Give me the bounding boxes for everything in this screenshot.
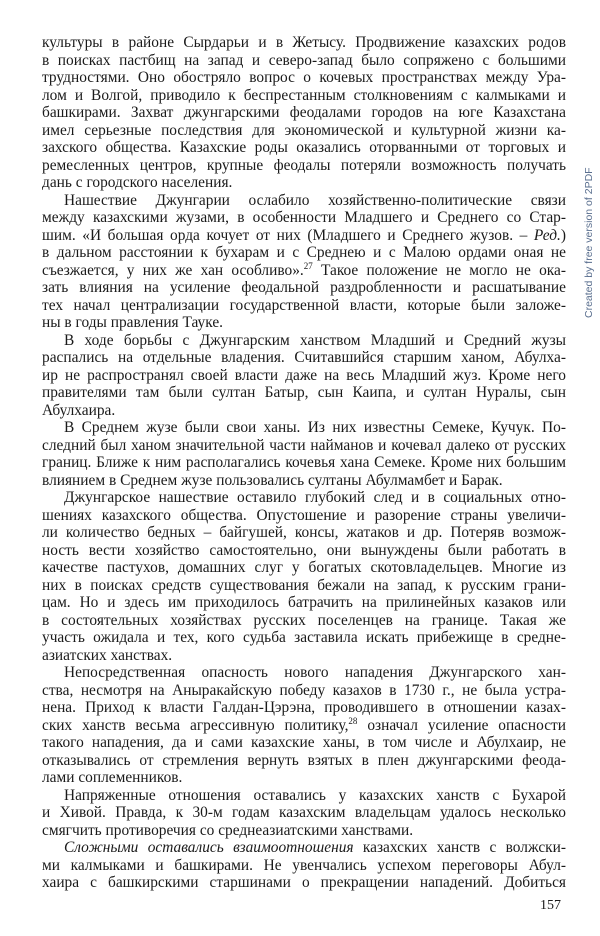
page-number: 157 [540,898,561,913]
paragraph [42,489,566,664]
text-line: в поисках пастбищ на запад и северо-запад было сопряжено с большими [42,51,566,69]
text-line: ир не распространял своей власти даже на весь Младший жуз. Кроме него [42,366,566,384]
text-line: в состоятельных хозяйствах русских поселенцев на границе. Такая же [42,611,566,629]
text-line: ны в годы правления Тауке. [42,314,224,331]
text-line: дань с городского населения. [42,174,233,191]
text-line: границ. Ближе к ним располагались кочевья хана Семеке. Кроме них большим [42,454,566,471]
text-line [42,227,566,245]
page-body [42,34,566,892]
text-line: культуры в районе Сырдарьи и в Жетысу. Продвижение казахских родов [42,34,566,51]
text-segment: ских ханств весьма агрессивную политику, [42,716,349,734]
text-segment: съезжается, у них же хан особливо». [42,261,304,279]
text-line: шениях казахского общества. Опустошение и разорение страны увеличи- [42,506,566,524]
text-line: имел серьезные последствия для экономической и культурной жизни ка- [42,121,566,139]
text-line: и Хивой. Правда, к 30-м годам казахским владельцам удалось несколько [42,804,566,821]
text-line: ства, несмотря на Аныракайскую победу казахов в 1730 г., не была устра- [42,681,566,699]
text-line: правителями там были султан Батыр, сын Каипа, и султан Нуралы, сын [42,384,566,401]
watermark: Created by free version of 2PDF [583,167,595,318]
text-segment: шим. «И большая орда кочует от них (Младшего и Среднего жузов. – [42,226,534,244]
text-line: цам. Но и здесь им приходилось батрачить на прилинейных казаков или [42,594,566,611]
text-line: влиянием в Среднем жузе пользовались султаны Абулмамбет и Барак. [42,471,503,489]
text-line: хаира с башкирскими старшинами о прекращении нападений. Добиться [42,874,566,891]
text-segment: означал усиление опасности [357,716,566,734]
text-line: Джунгарское нашествие оставило глубокий след и в социальных отно- [64,489,566,506]
paragraph [42,419,566,489]
text-line: ремесленных центров, крупные феодалы потеряли возможность получать [42,156,566,174]
text-line: лами соплеменников. [42,769,183,786]
text-line: В ходе борьбы с Джунгарским ханством Младший и Средний жузы [64,331,566,349]
text-line [42,262,566,280]
paragraph [42,839,566,892]
text-line: башкирами. Захват джунгарскими феодалами городов на юге Казахстана [42,104,566,121]
text-line: между казахскими жузами, в особенности Младшего и Среднего со Стар- [42,209,566,226]
text-line [42,717,566,735]
italic-text: Ред. [533,226,561,244]
text-line: Абулхаира. [42,401,116,419]
paragraph [42,664,566,787]
paragraph [42,332,566,420]
text-line [42,839,566,857]
text-line: лом и Волгой, приводило к беспрестанным столкновениям с калмыками и [42,86,566,104]
italic-text: Сложными оставались взаимоотношения [64,839,354,856]
text-line: Непосредственная опасность нового нападения Джунгарского хан- [64,664,566,681]
text-line: следний был ханом значительной части найманов и кочевал далеко от русских [42,436,566,454]
text-line: тех начал централизации государственной власти, которые были заложе- [42,296,566,314]
text-line: такого нападения, да и сами казахские ханы, в том числе и Абулхаир, не [42,734,566,751]
text-line: зать влияния на усиление феодальной раздробленности и расшатывание [42,279,566,296]
paragraph [42,34,566,192]
text-line: в дальном расстоянии к бухарам и с Среднею и с Малою ордами оная не [42,244,566,261]
text-line: Напряженные отношения оставались у казахских ханств с Бухарой [64,786,566,804]
text-line: участь ожидала и тех, кого судьба заставила искать прибежище в средне- [42,629,566,646]
text-line: нена. Приход к власти Галдан-Цэрэна, проводившего в отношении казах- [42,699,566,716]
text-line: распались на отдельные владения. Считавшийся старшим ханом, Абулха- [42,349,566,366]
footnote-ref: 27 [303,260,313,271]
text-segment: казахских ханств с волжски- [353,839,566,856]
text-line: ность вести хозяйство самостоятельно, они вынуждены были работать в [42,541,566,559]
text-line: смягчить противоречия со среднеазиатскими ханствами. [42,821,414,839]
text-line: Нашествие Джунгарии ослабило хозяйственно-политические связи [64,191,566,209]
text-line: качестве пастухов, домашних слуг у богатых скотовладельцев. Многие из [42,559,566,576]
text-line: ли количество бедных – байгушей, консы, жатаков и др. Потеряв возмож- [42,524,566,541]
text-line: отказывались от стремления вернуть взятых в плен джунгарскими феода- [42,751,566,769]
text-line: азиатских ханствах. [42,646,173,664]
text-line: В Среднем жузе были свои ханы. Из них известны Семеке, Кучук. По- [64,419,566,436]
text-line: ми калмыками и башкирами. Не увенчались успехом переговоры Абул- [42,856,566,874]
text-segment: Такое положение не могло не ока- [312,261,566,279]
footnote-ref: 28 [348,715,358,726]
text-line: захского общества. Казахские роды оказались оторванными от торговых и [42,139,566,156]
paragraph [42,192,566,332]
text-line: них в поисках средств существования бежали на запад, к русским грани- [42,576,566,594]
text-segment: ) [560,226,566,244]
paragraph [42,787,566,840]
text-line: трудностями. Оно обостряло вопрос о кочевых пространствах между Ура- [42,69,566,86]
